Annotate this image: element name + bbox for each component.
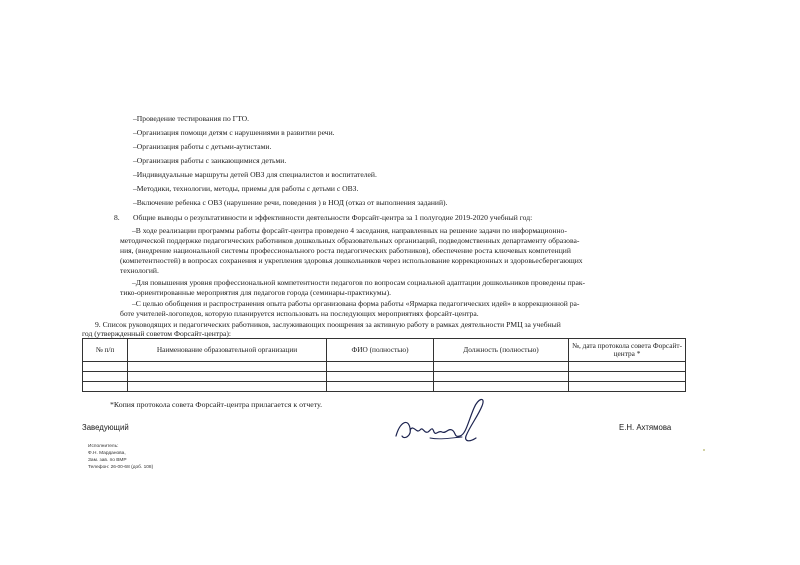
- list-item: –Организация помощи детям с нарушениями в развитии речи.: [133, 128, 335, 137]
- handwritten-signature: [390, 392, 500, 452]
- table-row: [83, 362, 686, 372]
- table-cell: [327, 382, 434, 392]
- paragraph-line: (компетентностей) в вопросах сохранения и укрепления здоровья дошкольников через использование коррекционных и здоровьесберегающих: [120, 256, 583, 265]
- executor-line: Ф.Н. Марданова,: [88, 451, 126, 456]
- list-item: –Организация работы с детьми-аутистами.: [133, 142, 272, 151]
- table-cell: [327, 362, 434, 372]
- col-header-position: Должность (полностью): [434, 339, 569, 362]
- signatory-title: Заведующий: [82, 423, 129, 432]
- list-item: –Индивидуальные маршруты детей ОВЗ для специалистов и воспитателей.: [133, 170, 377, 179]
- section-8-heading: Общие выводы о результативности и эффективности деятельности Форсайт-центра за 1 полугодие 2019-2020 учебный год:: [133, 213, 533, 222]
- table-cell: [569, 382, 686, 392]
- paragraph-line: –С целью обобщения и распространения опыта работы организована форма работы «Ярмарка педагогических идей» в коррекционной ра-: [132, 299, 580, 308]
- table-cell: [569, 372, 686, 382]
- paragraph-line: –В ходе реализации программы работы форсайт-центра проведено 4 заседания, направленных на решение задачи по информационно-: [132, 226, 567, 235]
- paragraph-line: –Для повышения уровня профессиональной компетентности педагогов по вопросам социальной адаптации дошкольников проведены прак-: [132, 278, 586, 287]
- col-header-number: № п/п: [83, 339, 128, 362]
- col-header-fullname: ФИО (полностью): [327, 339, 434, 362]
- scan-speck: [703, 449, 705, 451]
- col-header-protocol: №, дата протокола совета Форсайт-центра *: [569, 339, 686, 362]
- table-row: [83, 382, 686, 392]
- paragraph-line: технологий.: [120, 266, 159, 275]
- footnote: *Копия протокола совета Форсайт-центра прилагается к отчету.: [110, 400, 323, 409]
- section-8-number: 8.: [114, 213, 120, 222]
- col-header-organization: Наименование образовательной организации: [128, 339, 327, 362]
- section-9-line: 9. Список руководящих и педагогических работников, заслуживающих поощрения за активную работу в рамках деятельности РМЦ за учебный: [95, 320, 561, 329]
- table-row: [83, 372, 686, 382]
- paragraph-line: ния, (внедрение национальной системы профессионального роста педагогических работников), обеспечение роста ключевых компетенций: [120, 246, 571, 255]
- paragraph-line: боте учителей-логопедов, которую планируется использовать на последующих мероприятиях форсайт-центра.: [120, 309, 479, 318]
- paragraph-line: тико-ориентированные мероприятия для педагогов города (семинары-практикумы).: [120, 288, 392, 297]
- section-9-line: год (утвержденный советом Форсайт-центра):: [82, 329, 231, 338]
- table-cell: [83, 362, 128, 372]
- table-cell: [128, 362, 327, 372]
- table-cell: [434, 382, 569, 392]
- nominees-table: [82, 338, 686, 392]
- paragraph-line: методической поддержке педагогических работников дошкольных образовательных организаций, подведомственных департаменту образова-: [120, 236, 580, 245]
- executor-line: Зам. зав. по ВМР: [88, 458, 127, 463]
- signatory-name: Е.Н. Ахтямова: [619, 423, 672, 432]
- list-item: –Организация работы с заикающимися детьми.: [133, 156, 287, 165]
- executor-line: Исполнитель:: [88, 444, 119, 449]
- table-cell: [569, 362, 686, 372]
- table-cell: [327, 372, 434, 382]
- table-cell: [434, 362, 569, 372]
- table-cell: [83, 372, 128, 382]
- table-cell: [83, 382, 128, 392]
- executor-line: Телефон: 26-00-68 (доб. 108): [88, 465, 154, 470]
- table-cell: [128, 382, 327, 392]
- list-item: –Методики, технологии, методы, приемы для работы с детьми с ОВЗ.: [133, 184, 359, 193]
- table-header-row: [83, 339, 686, 362]
- list-item: –Проведение тестирования по ГТО.: [133, 114, 249, 123]
- table-cell: [434, 372, 569, 382]
- list-item: –Включение ребенка с ОВЗ (нарушение речи, поведения ) в НОД (отказ от выполнения заданий).: [133, 198, 448, 207]
- table-cell: [128, 372, 327, 382]
